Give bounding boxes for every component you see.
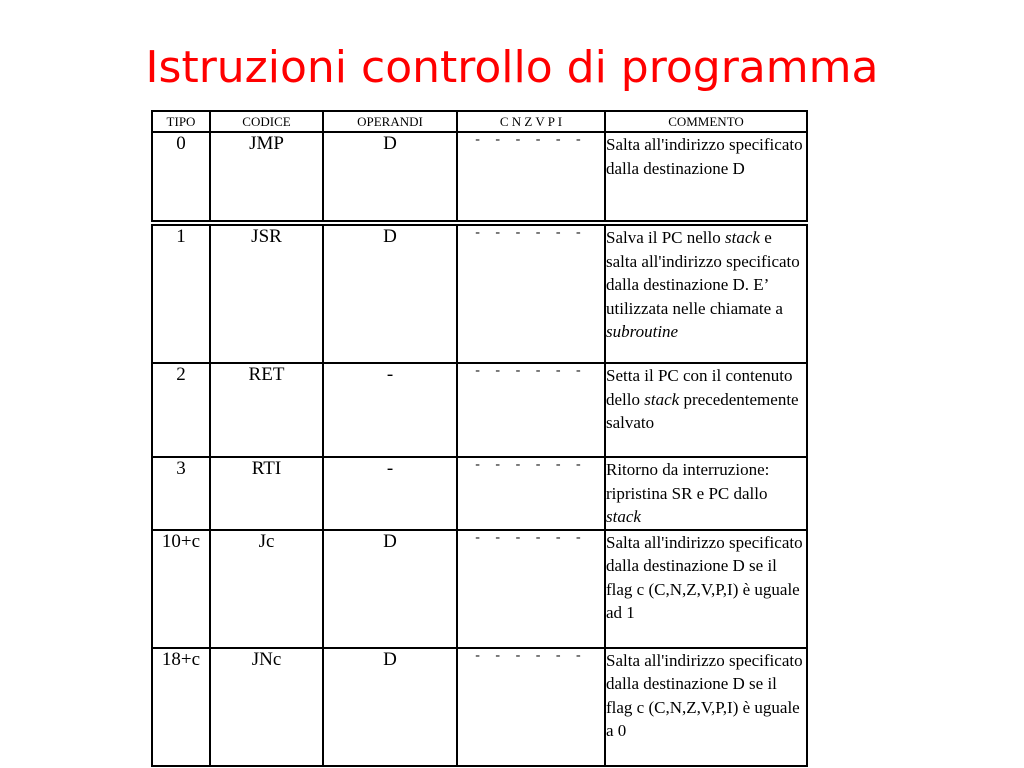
cell-commento xyxy=(605,132,807,221)
commento-text: Salva il PC nello xyxy=(606,228,725,247)
cell-operandi: D xyxy=(323,530,457,648)
table-row xyxy=(152,457,807,530)
cell-tipo: 10+c xyxy=(152,530,210,648)
commento-text: e salta all'indirizzo specificato dalla destinazione D. E’ utilizzata nelle chiamate a xyxy=(606,228,800,318)
commento-italic: stack xyxy=(606,507,641,526)
commento-italic: stack xyxy=(644,389,680,409)
header-codice: CODICE xyxy=(210,111,323,132)
commento-italic: stack xyxy=(725,228,760,247)
table-row xyxy=(152,648,807,766)
cell-flags: - - - - - - xyxy=(457,132,605,221)
commento-text: Ritorno da interruzione: ripristina SR e PC dallo xyxy=(606,460,770,503)
table-row xyxy=(152,225,807,363)
cell-codice: JSR xyxy=(210,225,323,363)
cell-commento xyxy=(605,225,807,363)
cell-commento xyxy=(605,530,807,648)
cell-operandi: D xyxy=(323,132,457,221)
cell-commento xyxy=(605,648,807,766)
cell-codice: RTI xyxy=(210,457,323,530)
commento-text: Salta all'indirizzo specificato dalla destinazione D xyxy=(606,135,803,178)
cell-operandi: D xyxy=(323,225,457,363)
cell-flags: - - - - - - xyxy=(457,225,605,363)
cell-codice: RET xyxy=(210,363,323,457)
commento-text: Setta il PC con il contenuto dello xyxy=(606,366,793,409)
cell-tipo: 0 xyxy=(152,132,210,221)
header-operandi: OPERANDI xyxy=(323,111,457,132)
instruction-table-container xyxy=(151,110,806,767)
commento-text: Salta all'indirizzo specificato dalla destinazione D se il flag c (C,N,Z,V,P,I) è uguale ad 1 xyxy=(606,532,803,622)
cell-flags: - - - - - - xyxy=(457,648,605,766)
commento-italic: subroutine xyxy=(606,322,679,341)
cell-codice: JMP xyxy=(210,132,323,221)
cell-tipo: 18+c xyxy=(152,648,210,766)
cell-commento xyxy=(605,457,807,530)
cell-codice: JNc xyxy=(210,648,323,766)
cell-tipo: 1 xyxy=(152,225,210,363)
instruction-table xyxy=(151,110,808,767)
header-commento: COMMENTO xyxy=(605,111,807,132)
cell-tipo: 2 xyxy=(152,363,210,457)
cell-operandi: D xyxy=(323,648,457,766)
cell-tipo: 3 xyxy=(152,457,210,530)
cell-flags: - - - - - - xyxy=(457,530,605,648)
cell-operandi: - xyxy=(323,363,457,457)
cell-flags: - - - - - - xyxy=(457,363,605,457)
slide-title: Istruzioni controllo di programma xyxy=(145,42,879,93)
commento-text: precedentemente salvato xyxy=(606,389,799,432)
cell-codice: Jc xyxy=(210,530,323,648)
table-row xyxy=(152,530,807,648)
header-flags: C N Z V P I xyxy=(457,111,605,132)
cell-commento xyxy=(605,363,807,457)
cell-flags: - - - - - - xyxy=(457,457,605,530)
header-tipo: TIPO xyxy=(152,111,210,132)
commento-text: Salta all'indirizzo specificato dalla destinazione D se il flag c (C,N,Z,V,P,I) è uguale a 0 xyxy=(606,650,803,740)
table-header-row xyxy=(152,111,807,132)
cell-operandi: - xyxy=(323,457,457,530)
table-row xyxy=(152,363,807,457)
table-row xyxy=(152,132,807,221)
